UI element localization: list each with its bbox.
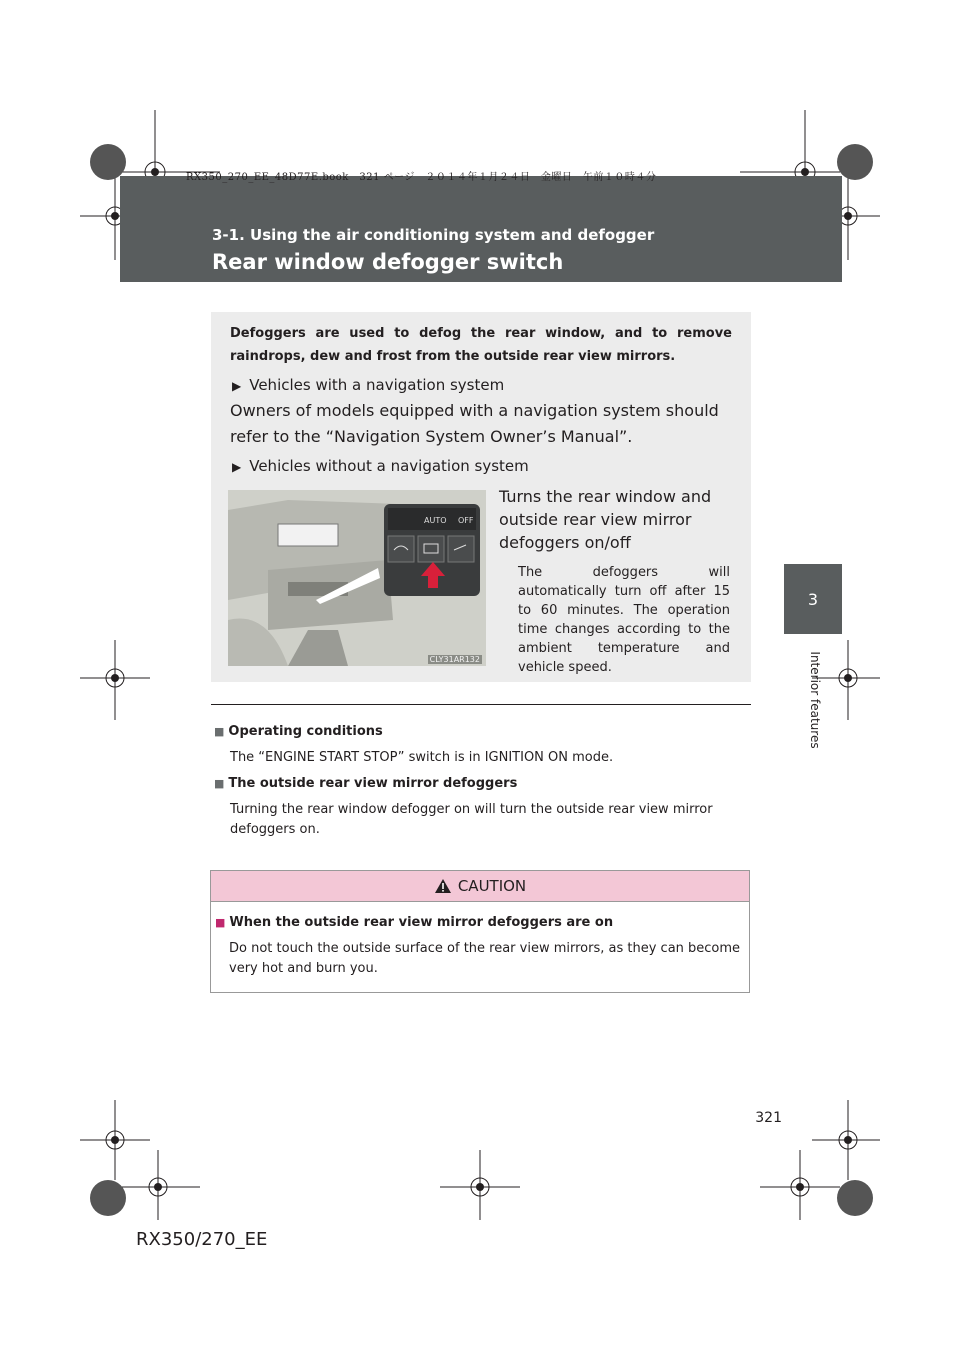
auto-off-text: The defoggers will automatically turn off after 15 to 60 minutes. The operation time changes according to the ambient temperature and vehicle speed. xyxy=(518,565,730,675)
note-body-operating: The “ENGINE START STOP” switch is in IGNITION ON mode. xyxy=(230,750,614,765)
turns-text: Turns the rear window and outside rear view mirror defoggers on/off xyxy=(499,487,712,552)
nav-reference-text: Owners of models equipped with a navigation system should refer to the “Navigation System Owner’s Manual”. xyxy=(230,401,719,446)
caution-header xyxy=(211,871,749,902)
caution-subhead-text: When the outside rear view mirror defoggers are on xyxy=(229,915,614,930)
square-bullet-icon: ■ xyxy=(214,725,225,738)
divider xyxy=(211,704,751,705)
page-number: 321 xyxy=(755,1110,782,1126)
dashboard-illustration xyxy=(228,490,486,666)
note-head-mirror xyxy=(214,776,517,791)
section-label: 3-1. Using the air conditioning system and defogger xyxy=(212,226,655,244)
caution-subhead xyxy=(215,915,613,930)
note-head-operating xyxy=(214,724,383,739)
nav-bullet-label: Vehicles with a navigation system xyxy=(249,376,505,394)
note-body-mirror: Turning the rear window defogger on will turn the outside rear view mirror defoggers on. xyxy=(230,802,713,837)
caution-body: Do not touch the outside surface of the rear view mirrors, as they can become very hot and burn you. xyxy=(229,941,741,976)
warning-icon xyxy=(434,878,452,894)
off-button-label: OFF xyxy=(458,516,474,525)
caution-box xyxy=(210,870,750,993)
chapter-tab: 3 xyxy=(784,564,842,634)
auto-button-label: AUTO xyxy=(424,516,447,525)
photo-code: CLY31AR132 xyxy=(429,655,480,664)
intro-text: Defoggers are used to defog the rear window, and to remove raindrops, dew and frost from the outside rear view mirrors. xyxy=(230,326,732,364)
non-nav-bullet-label: Vehicles without a navigation system xyxy=(249,457,529,475)
triangle-bullet-icon: ▶ xyxy=(232,379,242,393)
square-bullet-icon: ■ xyxy=(215,916,226,929)
nav-bullet xyxy=(232,376,504,394)
print-crop-note: RX350_270_EE_48D77E.book 321 ページ ２０１４年１月２４日 金曜日 午前１０時４分 xyxy=(186,172,657,183)
note-head-text: The outside rear view mirror defoggers xyxy=(228,776,518,791)
non-nav-bullet xyxy=(232,457,529,475)
page-title: Rear window defogger switch xyxy=(212,250,564,274)
square-bullet-icon: ■ xyxy=(214,777,225,790)
caution-label: CAUTION xyxy=(457,877,527,895)
triangle-bullet-icon: ▶ xyxy=(232,460,242,474)
note-head-text: Operating conditions xyxy=(228,724,383,739)
model-code: RX350/270_EE xyxy=(136,1229,268,1250)
dashboard-photo xyxy=(228,490,486,666)
chapter-label: Interior features xyxy=(808,651,822,749)
